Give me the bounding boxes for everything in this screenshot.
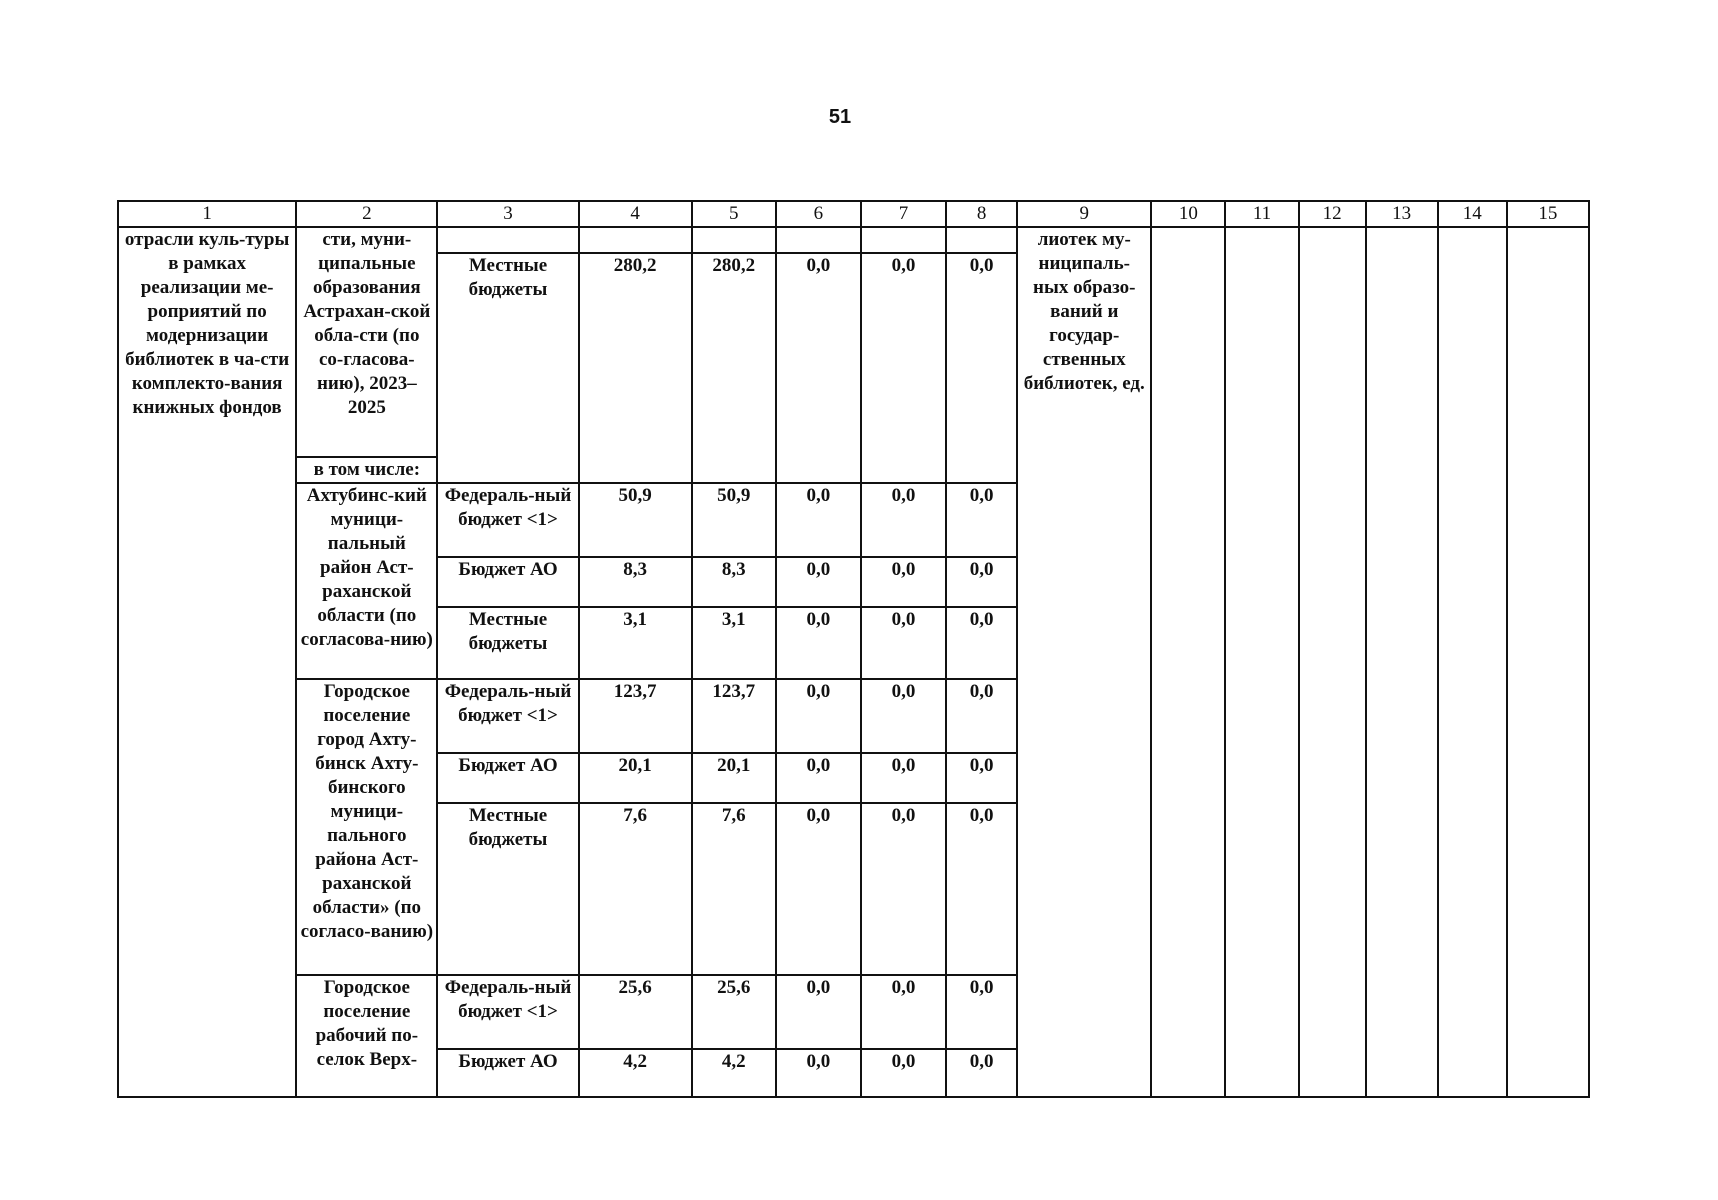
empty-cell [1438, 227, 1507, 1097]
value-cell: 0,0 [776, 483, 861, 557]
recipient-description: сти, муни-ципальные образования Астрахан-ской обла-сти (по со-гласова-нию), 2023–2025 [296, 227, 437, 457]
value-cell: 0,0 [776, 753, 861, 803]
empty-cell [1507, 227, 1589, 1097]
column-header: 2 [296, 201, 437, 227]
value-cell: 123,7 [579, 679, 692, 753]
column-header: 8 [946, 201, 1017, 227]
municipality-name: Городское поселение рабочий по-селок Верх- [296, 975, 437, 1097]
column-header: 14 [1438, 201, 1507, 227]
empty-cell [1151, 227, 1225, 1097]
column-header: 1 [118, 201, 296, 227]
column-header: 5 [692, 201, 776, 227]
budget-table [117, 200, 1590, 1098]
value-cell: 0,0 [776, 1049, 861, 1097]
column-header: 6 [776, 201, 861, 227]
empty-cell [1299, 227, 1366, 1097]
value-cell: 4,2 [692, 1049, 776, 1097]
value-cell: 0,0 [861, 975, 946, 1049]
funding-source: Бюджет АО [437, 557, 578, 607]
value-cell: 0,0 [776, 607, 861, 679]
empty-cell [579, 227, 692, 253]
indicator-description: лиотек му-ниципаль-ных образо-ваний и государ-ственных библиотек, ед. [1017, 227, 1151, 1097]
empty-cell [1366, 227, 1438, 1097]
value-cell: 20,1 [692, 753, 776, 803]
value-cell: 8,3 [579, 557, 692, 607]
value-cell: 0,0 [776, 253, 861, 483]
column-header: 15 [1507, 201, 1589, 227]
value-cell: 8,3 [692, 557, 776, 607]
funding-source: Бюджет АО [437, 1049, 578, 1097]
page-number: 51 [828, 106, 852, 128]
value-cell: 0,0 [946, 557, 1017, 607]
value-cell: 0,0 [776, 557, 861, 607]
column-header: 12 [1299, 201, 1366, 227]
municipality-name: Городское поселение город Ахту-бинск Ахту-бинского муници-пального района Аст-раханской области» (по согласо-ванию) [296, 679, 437, 975]
value-cell: 3,1 [692, 607, 776, 679]
value-cell: 20,1 [579, 753, 692, 803]
value-cell: 25,6 [579, 975, 692, 1049]
subtotal-label: в том числе: [296, 457, 437, 483]
value-cell: 0,0 [861, 253, 946, 483]
value-cell: 0,0 [861, 483, 946, 557]
column-header: 10 [1151, 201, 1225, 227]
column-header-row [118, 201, 1589, 227]
value-cell: 123,7 [692, 679, 776, 753]
column-header: 11 [1225, 201, 1298, 227]
value-cell: 0,0 [861, 803, 946, 975]
funding-source: Бюджет АО [437, 753, 578, 803]
funding-source: Местные бюджеты [437, 253, 578, 483]
value-cell: 0,0 [946, 679, 1017, 753]
empty-cell [776, 227, 861, 253]
column-header: 4 [579, 201, 692, 227]
value-cell: 0,0 [776, 975, 861, 1049]
empty-cell [1225, 227, 1298, 1097]
empty-cell [437, 227, 578, 253]
value-cell: 0,0 [861, 679, 946, 753]
value-cell: 0,0 [861, 753, 946, 803]
value-cell: 0,0 [861, 607, 946, 679]
value-cell: 4,2 [579, 1049, 692, 1097]
column-header: 3 [437, 201, 578, 227]
value-cell: 280,2 [579, 253, 692, 483]
municipality-name: Ахтубинс-кий муници-пальный район Аст-раханской области (по согласова-нию) [296, 483, 437, 679]
value-cell: 0,0 [861, 1049, 946, 1097]
value-cell: 0,0 [776, 679, 861, 753]
value-cell: 0,0 [946, 803, 1017, 975]
value-cell: 0,0 [946, 753, 1017, 803]
funding-source: Федераль-ный бюджет <1> [437, 679, 578, 753]
value-cell: 3,1 [579, 607, 692, 679]
value-cell: 7,6 [692, 803, 776, 975]
measure-description: отрасли куль-туры в рамках реализации ме-роприятий по модернизации библиотек в ча-сти комплекто-вания книжных фондов [118, 227, 296, 1097]
column-header: 13 [1366, 201, 1438, 227]
empty-cell [861, 227, 946, 253]
funding-source: Федераль-ный бюджет <1> [437, 975, 578, 1049]
empty-cell [692, 227, 776, 253]
value-cell: 0,0 [946, 483, 1017, 557]
funding-source: Федераль-ный бюджет <1> [437, 483, 578, 557]
value-cell: 50,9 [692, 483, 776, 557]
value-cell: 0,0 [946, 607, 1017, 679]
column-header: 9 [1017, 201, 1151, 227]
value-cell: 0,0 [776, 803, 861, 975]
value-cell: 50,9 [579, 483, 692, 557]
value-cell: 0,0 [946, 253, 1017, 483]
column-header: 7 [861, 201, 946, 227]
value-cell: 7,6 [579, 803, 692, 975]
value-cell: 0,0 [861, 557, 946, 607]
value-cell: 25,6 [692, 975, 776, 1049]
empty-cell [946, 227, 1017, 253]
value-cell: 280,2 [692, 253, 776, 483]
funding-source: Местные бюджеты [437, 607, 578, 679]
funding-source: Местные бюджеты [437, 803, 578, 975]
value-cell: 0,0 [946, 975, 1017, 1049]
value-cell: 0,0 [946, 1049, 1017, 1097]
